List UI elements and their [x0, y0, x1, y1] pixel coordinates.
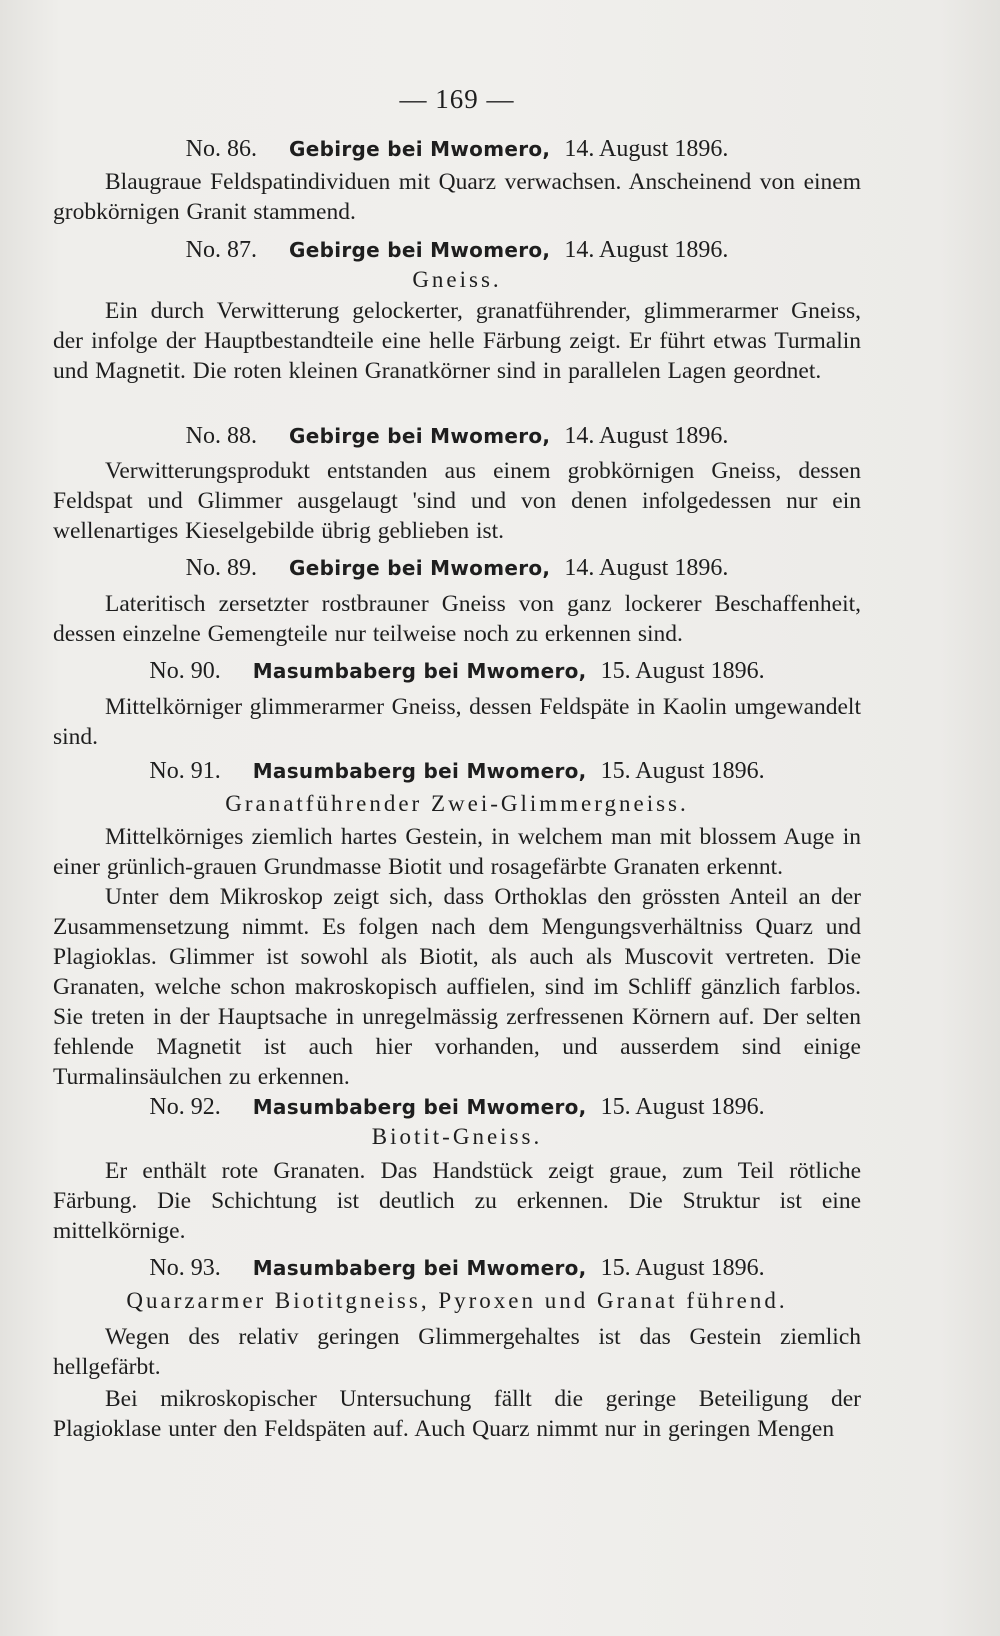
entry-number: No. 92.	[149, 1094, 221, 1120]
entry-location: Masumbaberg bei Mwomero,	[252, 1256, 587, 1280]
entry-location: Masumbaberg bei Mwomero,	[252, 659, 587, 683]
entry-heading-87	[53, 237, 861, 264]
entry-subtitle: Quarzarmer Biotitgneiss, Pyroxen und Granat führend.	[126, 1288, 788, 1313]
entry-number: No. 91.	[149, 758, 221, 784]
entry-location: Gebirge bei Mwomero,	[289, 238, 551, 262]
entry-location: Gebirge bei Mwomero,	[289, 137, 551, 161]
entry-number: No. 87.	[185, 237, 258, 263]
entry-date: 15. August 1896.	[600, 1094, 765, 1120]
entry-date: 14. August 1896.	[564, 237, 729, 263]
entry-date: 15. August 1896.	[600, 658, 765, 684]
entry-subtitle: Biotit-Gneiss.	[371, 1124, 543, 1149]
entry-paragraph: Mittelkörniges ziemlich hartes Gestein, in welchem man mit blossem Auge in einer grünlich-grauen Grundmasse Biotit und rosagefärbte Granaten erkennt.	[53, 824, 861, 880]
entry-heading-86	[53, 136, 861, 163]
entry-paragraph: Unter dem Mikroskop zeigt sich, dass Orthoklas den grössten Anteil an der Zusammensetzung nimmt. Es folgen nach dem Mengungsverhältniss Quarz und Plagioklas. Glimmer ist sowohl als Biotit, als auch als Muscovit vertreten. Die Granaten, welche schon makroskopisch auffielen, sind im Schliff gänzlich farblos. Sie treten in der Hauptsache in unregelmässig zerfressenen Körnern auf. Der selten fehlende Magnetit ist auch hier vorhanden, und ausserdem sind einige Turmalinsäulchen zu erkennen.	[53, 884, 861, 1090]
entry-paragraph: Lateritisch zersetzter rostbrauner Gneiss von ganz lockerer Beschaffenheit, dessen einzelne Gemengteile nur teilweise noch zu erkennen sind.	[53, 591, 861, 647]
entry-paragraph: Bei mikroskopischer Untersuchung fällt die geringe Beteiligung der Plagioklase unter den Feldspäten auf. Auch Quarz nimmt nur in geringen Mengen	[53, 1386, 861, 1442]
entry-location: Gebirge bei Mwomero,	[289, 424, 551, 448]
entry-paragraph: Verwitterungsprodukt entstanden aus einem grobkörnigen Gneiss, dessen Feldspat und Glimmer ausgelaugt 'sind und von denen infolgedessen nur ein wellenartiges Kieselgebilde übrig geblieben ist.	[53, 458, 861, 544]
entry-date: 14. August 1896.	[564, 136, 729, 162]
entry-number: No. 93.	[149, 1255, 221, 1281]
entry-heading-90	[53, 658, 861, 685]
entry-paragraph: Blaugraue Feldspatindividuen mit Quarz verwachsen. Anscheinend von einem grobkörnigen Granit stammend.	[53, 169, 861, 225]
entry-heading-91	[53, 758, 861, 785]
entry-heading-88	[53, 423, 861, 450]
entry-number: No. 86.	[185, 136, 258, 162]
entry-subtitle: Granatführender Zwei-Glimmergneiss.	[225, 791, 689, 816]
entry-location: Masumbaberg bei Mwomero,	[252, 759, 587, 783]
entry-location: Masumbaberg bei Mwomero,	[252, 1095, 587, 1119]
entry-heading-89	[53, 555, 861, 582]
entry-date: 14. August 1896.	[564, 423, 729, 449]
entry-number: No. 89.	[185, 555, 258, 581]
entry-paragraph: Er enthält rote Granaten. Das Handstück zeigt graue, zum Teil rötliche Färbung. Die Schichtung ist deutlich zu erkennen. Die Struktur ist eine mittelkörnige.	[53, 1158, 861, 1244]
entry-date: 15. August 1896.	[600, 1255, 765, 1281]
entry-number: No. 90.	[149, 658, 221, 684]
entry-number: No. 88.	[185, 423, 258, 449]
entry-heading-92	[53, 1094, 861, 1121]
entry-heading-93	[53, 1255, 861, 1282]
entry-date: 15. August 1896.	[600, 758, 765, 784]
entry-paragraph: Wegen des relativ geringen Glimmergehaltes ist das Gestein ziemlich hellgefärbt.	[53, 1324, 861, 1380]
entry-paragraph: Ein durch Verwitterung gelockerter, granatführender, glimmerarmer Gneiss, der infolge der Hauptbestandteile eine helle Färbung zeigt. Er führt etwas Turmalin und Magnetit. Die roten kleinen Granatkörner sind in parallelen Lagen geordnet.	[53, 298, 861, 384]
entry-date: 14. August 1896.	[564, 555, 729, 581]
entry-paragraph: Mittelkörniger glimmerarmer Gneiss, dessen Feldspäte in Kaolin umgewandelt sind.	[53, 694, 861, 750]
entry-subtitle: Gneiss.	[412, 267, 502, 292]
entry-location: Gebirge bei Mwomero,	[289, 556, 551, 580]
page-number: — 169 —	[399, 84, 515, 114]
